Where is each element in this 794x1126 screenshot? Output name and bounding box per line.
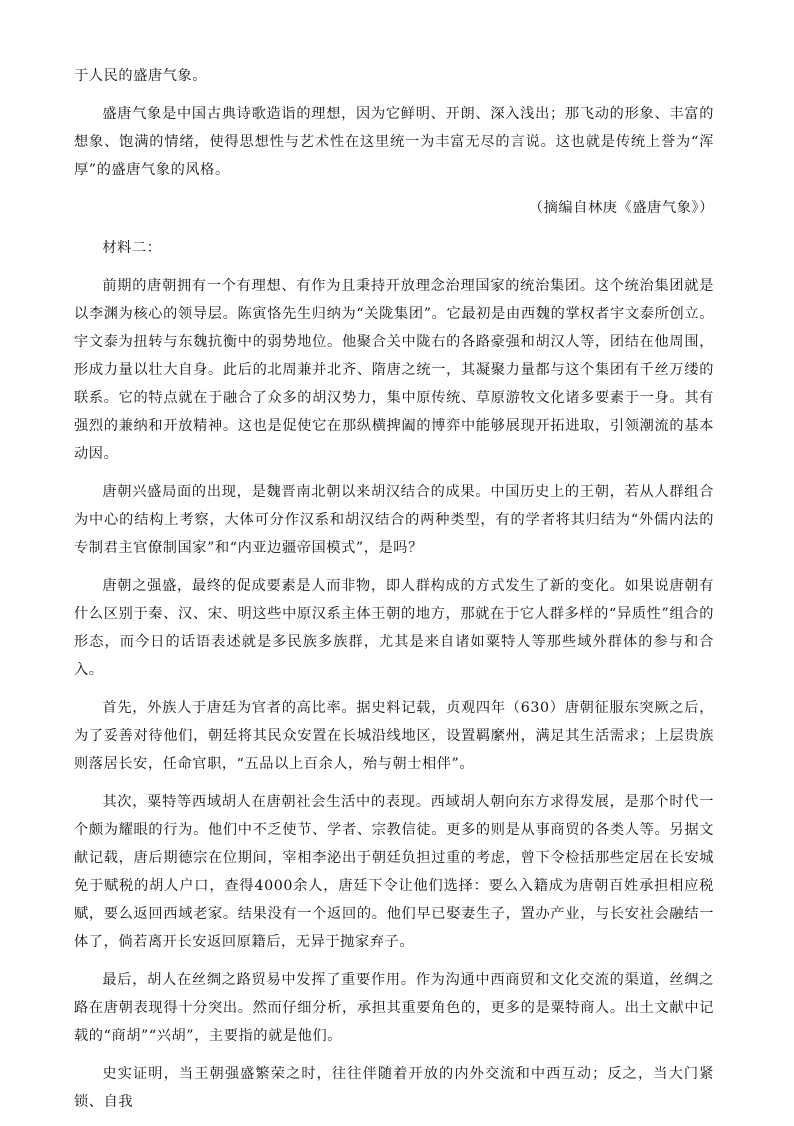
paragraph-6: 首先，外族人于唐廷为官者的高比率。据史料记载，贞观四年（630）唐朝征服东突厥之后，为了妥善对待他们，朝廷将其民众安置在长城沿线地区，设置羁縻州，满足其生活需求；上层贵族则落居长安，任命官职，“五品以上百余人，殆与朝士相伴”。 [74,700,714,772]
paragraph-9: 史实证明，当王朝强盛繁荣之时，往往伴随着开放的内外交流和中西互动；反之，当大门紧锁、自我 [74,1066,714,1110]
document-body [74,62,714,1126]
citation: （摘编自林庚《盛唐气象》） [528,200,714,216]
paragraph-1: 于人民的盛唐气象。 [74,68,208,84]
paragraph-3: 前期的唐朝拥有一个有理想、有作为且秉持开放理念治理国家的统治集团。这个统治集团就是以李渊为核心的领导层。陈寅恪先生归纳为“关陇集团”。它最初是由西魏的掌权者宇文泰所创立。宇文泰为扭转与东魏抗衡中的弱势地位。他聚合关中陇右的各路豪强和胡汉人等，团结在他周围，形成力量以壮大自身。此后的北周兼并北齐、隋唐之统一，其凝聚力量都与这个集团有千丝万缕的联系。它的特点就在于融合了众多的胡汉势力，集中原传统、草原游牧文化诸多要素于一身。其有强烈的兼纳和开放精神。这也是促使它在那纵横捭阖的博弈中能够展现开拓进取，引领潮流的基本动因。 [74,278,714,462]
paragraph-5: 唐朝之强盛，最终的促成要素是人而非物，即人群构成的方式发生了新的变化。如果说唐朝有什么区别于秦、汉、宋、明这些中原汉系主体王朝的地方，那就在于它人群多样的“异质性”组合的形态，而今日的话语表述就是多民族多族群，尤其是来自诸如粟特人等那些域外群体的参与和合入。 [74,578,714,678]
paragraph-2: 盛唐气象是中国古典诗歌造诣的理想，因为它鲜明、开朗、深入浅出；那飞动的形象、丰富的想象、饱满的情绪，使得思想性与艺术性在这里统一为丰富无尽的言说。这也就是传统上誉为“浑厚”的盛唐气象的风格。 [74,106,714,178]
material-two-label: 材料二： [102,240,162,256]
paragraph-7: 其次，粟特等西域胡人在唐朝社会生活中的表现。西域胡人朝向东方求得发展，是那个时代一个颇为耀眼的行为。他们中不乏使节、学者、宗教信徒。更多的则是从事商贸的各类人等。另据文献记载，唐后期德宗在位期间，宰相李泌出于朝廷负担过重的考虑，曾下令检括那些定居在长安城免于赋税的胡人户口，查得4000余人，唐廷下令让他们选择：要么入籍成为唐朝百姓承担相应税赋，要么返回西域老家。结果没有一个返回的。他们早已娶妻生子，置办产业，与长安社会融结一体了，倘若离开长安返回原籍后，无异于抛家弃子。 [74,794,714,950]
paragraph-8: 最后，胡人在丝绸之路贸易中发挥了重要作用。作为沟通中西商贸和文化交流的渠道，丝绸之路在唐朝表现得十分突出。然而仔细分析，承担其重要角色的，更多的是粟特商人。出土文献中记载的“商胡”“兴胡”，主要指的就是他们。 [74,972,714,1044]
paragraph-4: 唐朝兴盛局面的出现，是魏晋南北朝以来胡汉结合的成果。中国历史上的王朝，若从人群组合为中心的结构上考察，大体可分作汉系和胡汉结合的两种类型，有的学者将其归结为“外儒内法的专制君主官僚制国家”和“内亚边疆帝国模式”，是吗？ [74,484,714,556]
